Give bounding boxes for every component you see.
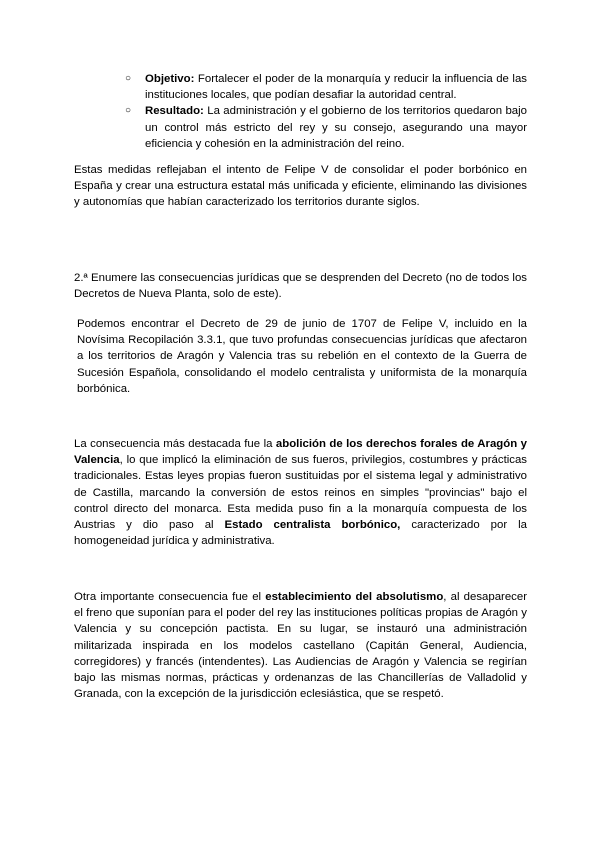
summary-paragraph: Estas medidas reflejaban el intento de Felipe V de consolidar el poder borbónico en España y crear una estructura estatal más unificada y eficiente, eliminando las divisiones y autonomías que habían caracterizado los territorios durante siglos. (74, 164, 527, 209)
bold-abolition: abolición de los derechos forales de Aragón y Valencia (74, 438, 527, 467)
consequence-abolition-paragraph: La consecuencia más destacada fue la abolición de los derechos forales de Aragón y Valencia, lo que implicó la eliminación de sus fueros, privilegios, costumbres y prácticas tradicionales. Estas leyes propias fueron sustituidas por el sistema legal y administrativo de Castilla, marcando la conversión de estos reinos en simples "provincias" bajo el control directo del monarca. Esta medida puso fin a la monarquía compuesta de los Austrias y dio paso al Estado centralista borbónico, caracterizado por la homogeneidad jurídica y administrativa. (74, 438, 527, 548)
bullet-text: La administración y el gobierno de los territorios quedaron bajo un control más estricto del rey y su consejo, asegurando una mayor eficiencia y cohesión en la administración del reino. (145, 105, 527, 150)
bullet-text: Fortalecer el poder de la monarquía y reducir la influencia de las instituciones locales, que podían desafiar la autoridad central. (145, 73, 527, 102)
bullet-resultado (126, 103, 527, 152)
intro-paragraph: Podemos encontrar el Decreto de 29 de junio de 1707 de Felipe V, incluido en la Novísima Recopilación 3.3.1, que tuvo profundas consecuencias jurídicas que afectaron a los territorios de Aragón y Valencia tras su rebelión en el contexto de la Guerra de Sucesión Española, consolidando el modelo centralista y uniformista de la monarquía borbónica. (77, 318, 527, 395)
consequence-absolutism-paragraph: Otra importante consecuencia fue el establecimiento del absolutismo, al desaparecer el freno que suponían para el poder del rey las instituciones políticas propias de Aragón y Valencia y su concepción pactista. En su lugar, se instauró una administración militarizada inspirada en los modelos castellano (Capitán General, Audiencia, corregidores) y francés (intendentes). Las Audiencias de Aragón y Valencia se regirían bajo las mismas normas, prácticas y ordenanzas de las Chancillerías de Valladolid y Granada, con la excepción de la jurisdicción eclesiástica, que se respetó. (74, 591, 528, 701)
question-heading: 2.ª Enumere las consecuencias jurídicas que se desprenden del Decreto (no de todos los Decretos de Nueva Planta, solo de este). (74, 272, 527, 301)
bold-centralist-state: Estado centralista borbónico, (224, 519, 401, 532)
bullet-objetivo (126, 71, 527, 103)
bullet-label: Resultado: (145, 105, 204, 118)
bullet-list (126, 71, 527, 152)
hollow-circle-bullet-icon: ○ (125, 105, 132, 117)
hollow-circle-bullet-icon: ○ (125, 73, 132, 84)
bold-absolutism: establecimiento del absolutismo (265, 591, 444, 603)
bullet-label: Objetivo: (145, 73, 195, 85)
